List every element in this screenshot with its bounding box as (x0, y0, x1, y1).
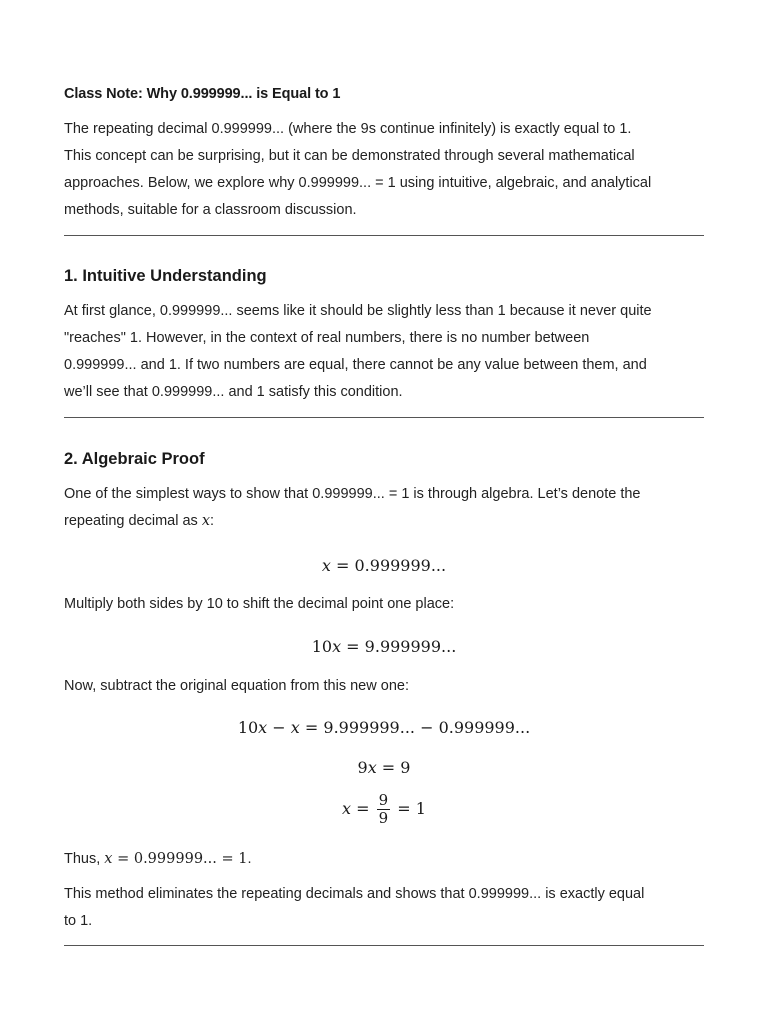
intro-line: This concept can be surprising, but it can be demonstrated through several mathematical (64, 148, 635, 164)
intro-line: approaches. Below, we explore why 0.999999... = 1 using intuitive, algebraic, and analytical (64, 175, 652, 191)
fraction (377, 792, 391, 827)
thus-equation: = 0.999999... = 1 (112, 851, 248, 867)
intuitive-line: At first glance, 0.999999... seems like it should be slightly less than 1 because it never quite (64, 303, 652, 319)
equation-variable: x (342, 799, 352, 818)
conclusion-line: This method eliminates the repeating decimals and shows that 0.999999... is exactly equal (64, 886, 645, 902)
conclusion-line: to 1. (64, 913, 93, 929)
thus-text: Thus, (64, 851, 105, 867)
algebraic-intro-line (64, 508, 704, 535)
conclusion-paragraph (64, 881, 704, 935)
intro-line: The repeating decimal 0.999999... (where the 9s continue infinitely) is exactly equal to 1. (64, 121, 632, 137)
algebraic-intro-line: One of the simplest ways to show that 0.999999... = 1 is through algebra. Let’s denote the (64, 486, 641, 502)
intuitive-line: 0.999999... and 1. If two numbers are equal, there cannot be any value between them, and (64, 357, 647, 373)
thus-line (64, 846, 704, 873)
equation-rhs: = 9.999999... − 0.999999... (299, 718, 531, 737)
thus-paragraph (64, 846, 704, 873)
subtract-line: Now, subtract the original equation from this new one: (64, 678, 409, 694)
variable-x: x (201, 513, 211, 529)
equation-coefficient: 9 (357, 758, 368, 777)
equation-x-definition (64, 556, 704, 575)
fraction-numerator: 9 (378, 791, 389, 809)
intro-paragraph (64, 116, 704, 224)
equation-minus: − (267, 718, 291, 737)
equation-subtraction (64, 718, 704, 737)
variable-x: x (104, 851, 113, 867)
equation-variable: x (321, 556, 331, 575)
section-heading-intuitive: 1. Intuitive Understanding (64, 267, 267, 285)
fraction-denominator: 9 (378, 809, 389, 827)
equation-coefficient: 10 (237, 718, 259, 737)
equation-variable: x (367, 758, 377, 777)
thus-period: . (247, 851, 252, 867)
intuitive-line: we’ll see that 0.999999... and 1 satisfy this condition. (64, 384, 403, 400)
subtract-paragraph (64, 673, 704, 700)
algebraic-intro-text: repeating decimal as (64, 513, 202, 529)
intro-line: methods, suitable for a classroom discussion. (64, 202, 357, 218)
equation-rhs: = 9.999999... (341, 637, 457, 656)
equation-variable: x (258, 718, 268, 737)
thus-math (104, 851, 247, 867)
multiply-paragraph (64, 591, 704, 618)
equation-variable: x (332, 637, 342, 656)
equation-coefficient: 10 (311, 637, 333, 656)
colon-text: : (210, 513, 215, 529)
multiply-line: Multiply both sides by 10 to shift the decimal point one place: (64, 596, 455, 612)
intuitive-line: "reaches" 1. However, in the context of real numbers, there is no number between (64, 330, 590, 346)
algebraic-intro-paragraph (64, 481, 704, 535)
page-title: Class Note: Why 0.999999... is Equal to 1 (64, 86, 341, 102)
section-divider (64, 417, 704, 418)
section-divider (64, 235, 704, 236)
equation-rhs: = 0.999999... (330, 556, 447, 575)
section-divider (64, 945, 704, 946)
equation-9x (64, 758, 704, 777)
intuitive-paragraph (64, 298, 704, 406)
equation-fraction (64, 792, 704, 827)
section-heading-algebraic: 2. Algebraic Proof (64, 450, 205, 468)
equation-10x (64, 637, 704, 656)
equation-rhs: = 1 (392, 799, 426, 818)
equation-rhs: = 9 (376, 758, 411, 777)
equation-variable: x (290, 718, 300, 737)
equation-equals: = (351, 799, 375, 818)
